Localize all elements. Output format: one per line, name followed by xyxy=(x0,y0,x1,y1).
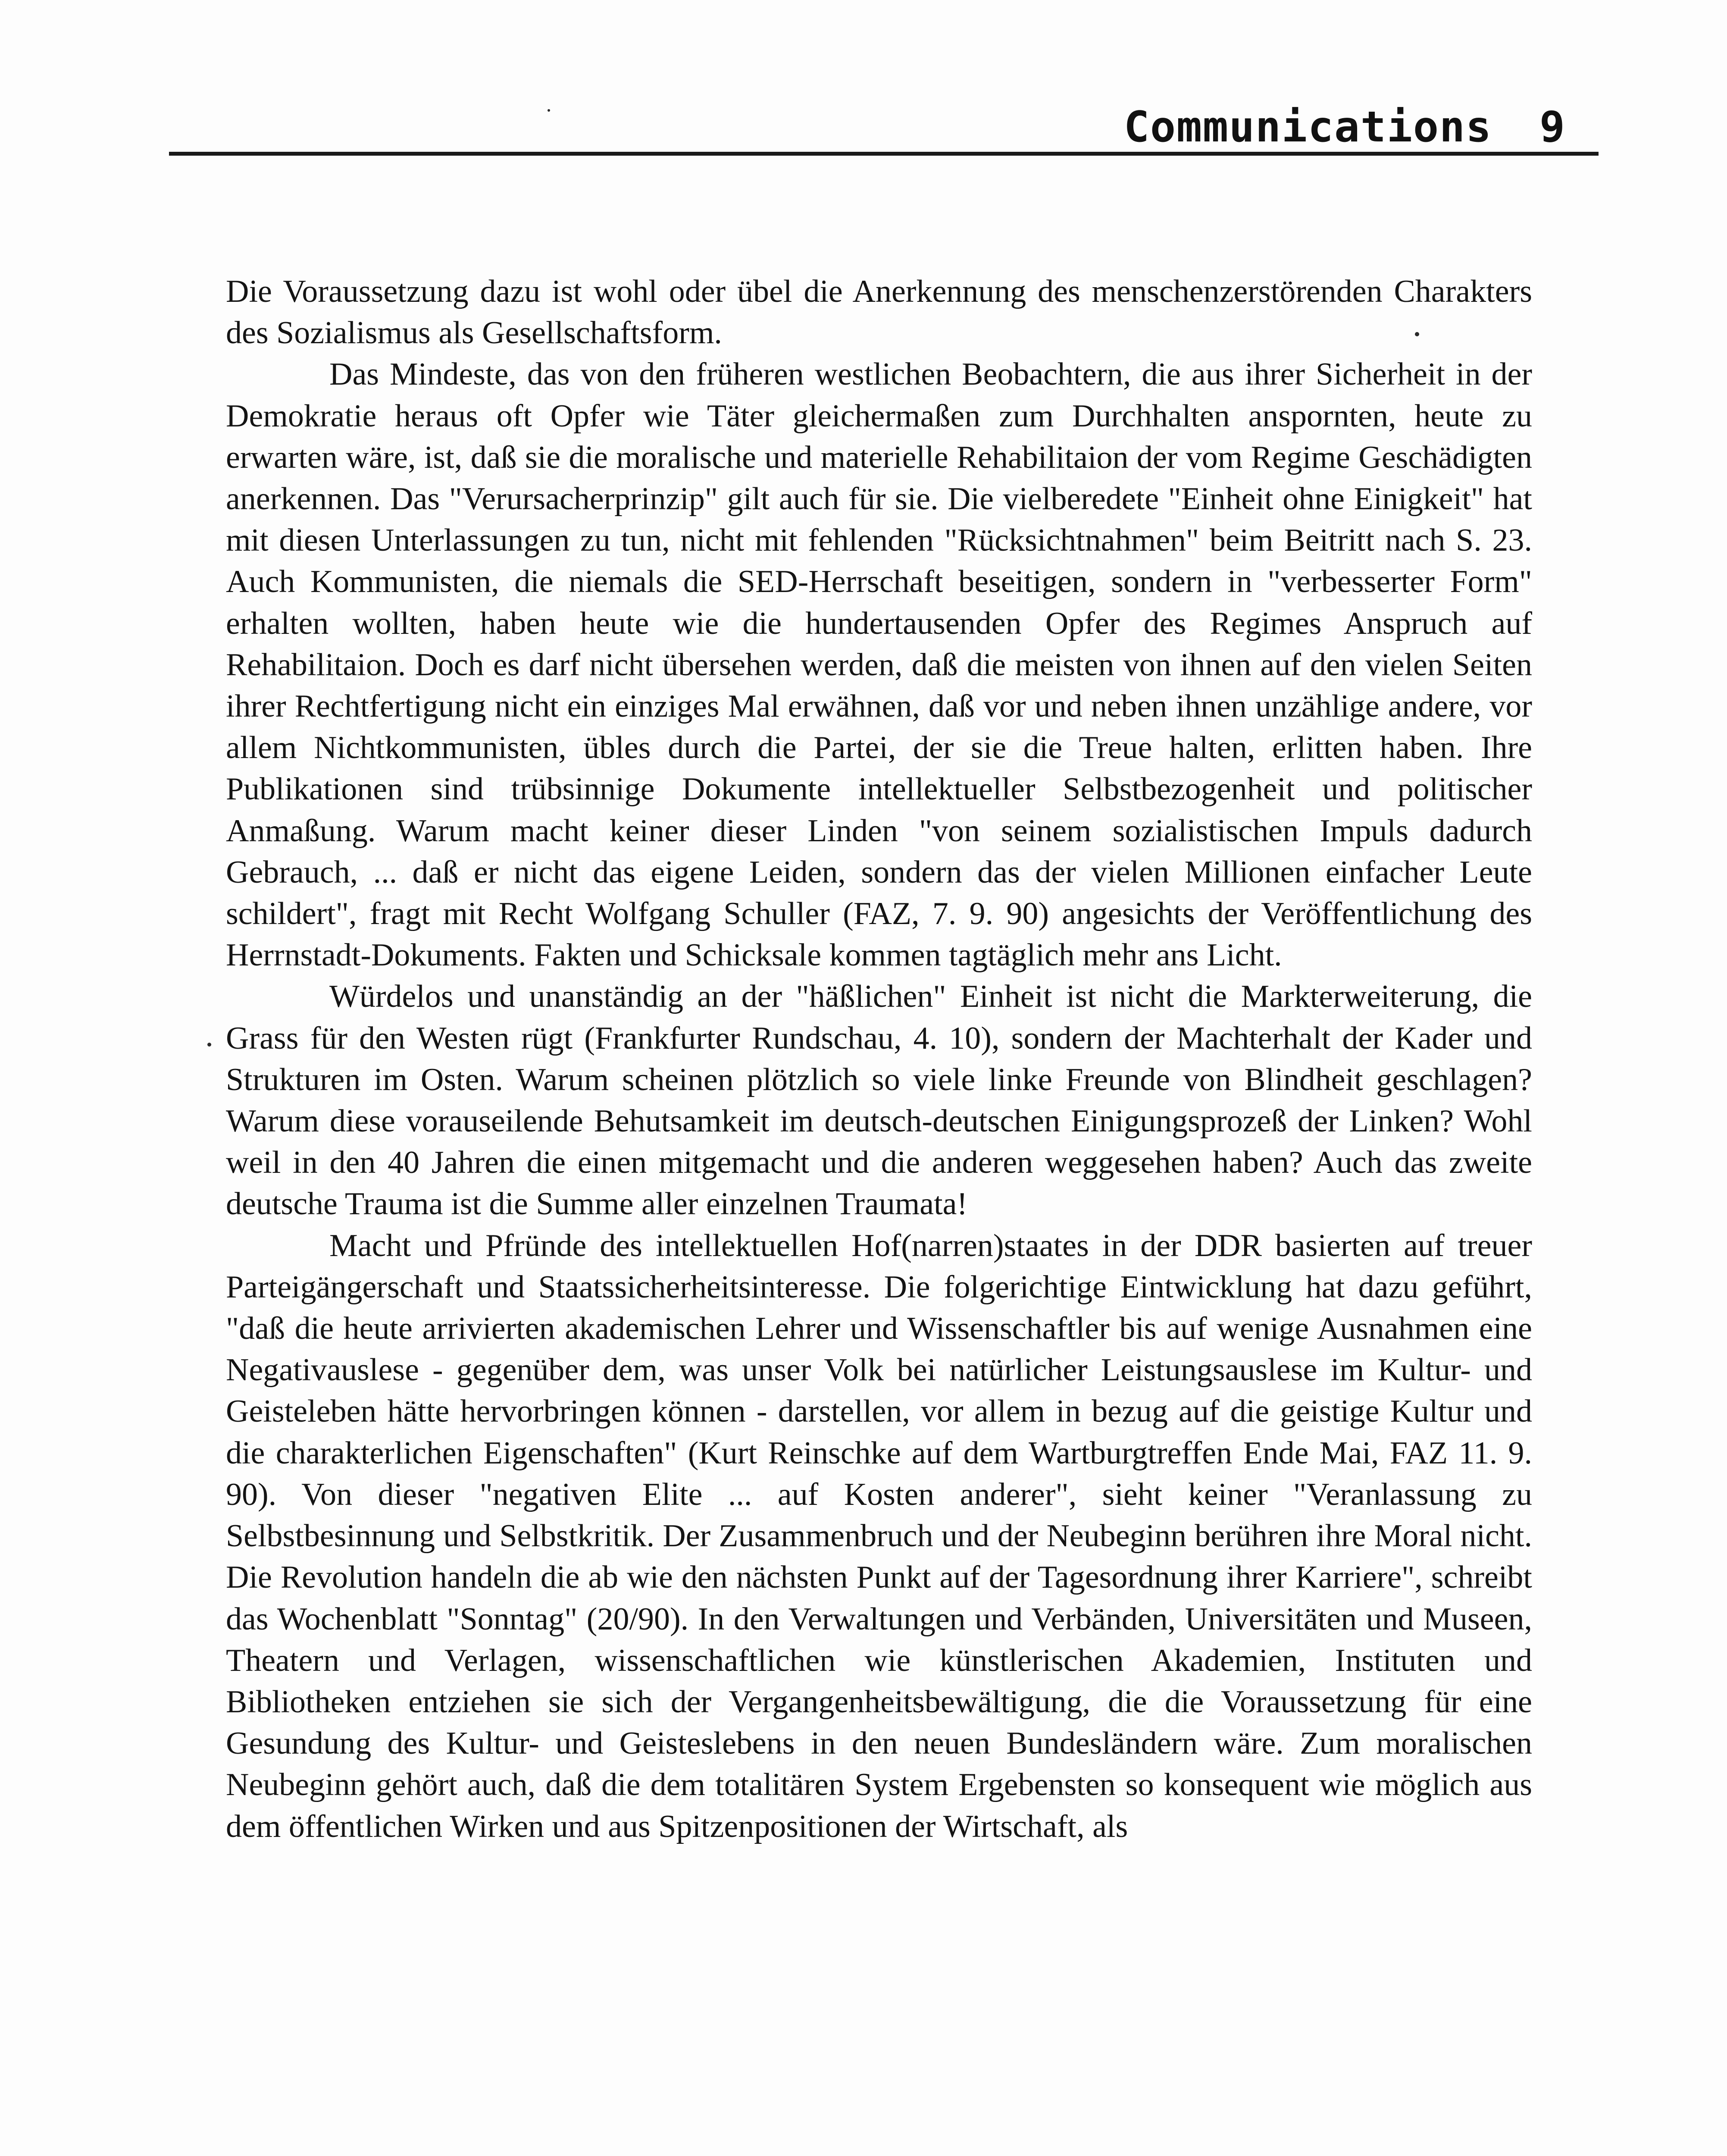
page-number: 9 xyxy=(1539,103,1565,152)
running-header xyxy=(992,96,1565,152)
body-text xyxy=(226,271,1532,1847)
scan-speck xyxy=(207,1043,211,1047)
scan-speck xyxy=(548,109,550,112)
paragraph: Macht und Pfründe des intellektuellen Hof(narren)staates in der DDR basierten auf treuer Parteigängerschaft und Staatssicherheitsinteresse. Die folgerichtige Eintwicklung hat dazu geführt, "daß die heute arrivierten akademischen Lehrer und Wissenschaftler bis auf wenige Ausnahmen eine Negativauslese - gegenüber dem, was unser Volk bei natürlicher Leistungsauslese im Kultur- und Geisteleben hätte hervorbringen können - darstellen, vor allem in bezug auf die geistige Kultur und die charakterlichen Eigenschaften" (Kurt Reinschke auf dem Wartburgtreffen Ende Mai, FAZ 11. 9. 90). Von dieser "negativen Elite ... auf Kosten anderer", sieht keiner "Veranlassung zu Selbstbesinnung und Selbstkritik. Der Zusammenbruch und der Neubeginn berühren ihre Moral nicht. Die Revolution handeln die ab wie den nächsten Punkt auf der Tagesordnung ihrer Karriere", schreibt das Wochenblatt "Sonntag" (20/90). In den Verwaltungen und Verbänden, Universitäten und Museen, Theatern und Verlagen, wissenschaftlichen wie künstlerischen Akademien, Instituten und Bibliotheken entziehen sie sich der Vergangenheitsbewältigung, die die Voraussetzung für eine Gesundung des Kultur- und Geisteslebens in den neuen Bundesländern wäre. Zum moralischen Neubeginn gehört auch, daß die dem totalitären System Ergebensten so konsequent wie möglich aus dem öffentlichen Wirken und aus Spitzenpositionen der Wirtschaft, als xyxy=(226,1228,1532,1844)
header-title: Communications xyxy=(1123,103,1492,152)
paragraph: Würdelos und unanständig an der "häßlichen" Einheit ist nicht die Markterweiterung, die Grass für den Westen rügt (Frankfurter Rundschau, 4. 10), sondern der Machterhalt der Kader und Strukturen im Osten. Warum scheinen plötzlich so viele linke Freunde von Blindheit geschlagen? Warum diese vorauseilende Behutsamkeit im deutsch-deutschen Einigungsprozeß der Linken? Wohl weil in den 40 Jahren die einen mitgemacht und die anderen weggesehen haben? Auch das zweite deutsche Trauma ist die Summe aller einzelnen Traumata! xyxy=(226,979,1532,1222)
paragraph: Die Voraussetzung dazu ist wohl oder übel die Anerkennung des menschenzerstörenden Charakters des Sozialismus als Gesellschaftsform. xyxy=(226,274,1532,351)
scan-speck xyxy=(1415,332,1419,336)
paragraph: Das Mindeste, das von den früheren westlichen Beobachtern, die aus ihrer Sicherheit in der Demokratie heraus oft Opfer wie Täter gleichermaßen zum Durchhalten anspornten, heute zu erwarten wäre, ist, daß sie die moralische und materielle Rehabilitaion der vom Regime Geschädigten anerkennen. Das "Verursacherprinzip" gilt auch für sie. Die vielberedete "Einheit ohne Einigkeit" hat mit diesen Unterlassungen zu tun, nicht mit fehlenden "Rücksichtnahmen" beim Beitritt nach S. 23. Auch Kommunisten, die niemals die SED-Herrschaft beseitigen, sondern in "verbesserter Form" erhalten wollten, haben heute wie die hundertausenden Opfer des Regimes Anspruch auf Rehabilitaion. Doch es darf nicht übersehen werden, daß die meisten von ihnen auf den vielen Seiten ihrer Rechtfertigung nicht ein einziges Mal erwähnen, daß vor und neben ihnen unzählige andere, vor allem Nichtkommunisten, übles durch die Partei, der sie die Treue halten, erlitten haben. Ihre Publikationen sind trübsinnige Dokumente intellektueller Selbstbezogenheit und politischer Anmaßung. Warum macht keiner dieser Linden "von seinem sozialistischen Impuls dadurch Gebrauch, ... daß er nicht das eigene Leiden, sondern das der vielen Millionen einfacher Leute schildert", fragt mit Recht Wolfgang Schuller (FAZ, 7. 9. 90) angesichts der Veröffentlichung des Herrnstadt-Dokuments. Fakten und Schicksale kommen tagtäglich mehr ans Licht. xyxy=(226,357,1532,973)
header-rule xyxy=(169,152,1599,156)
